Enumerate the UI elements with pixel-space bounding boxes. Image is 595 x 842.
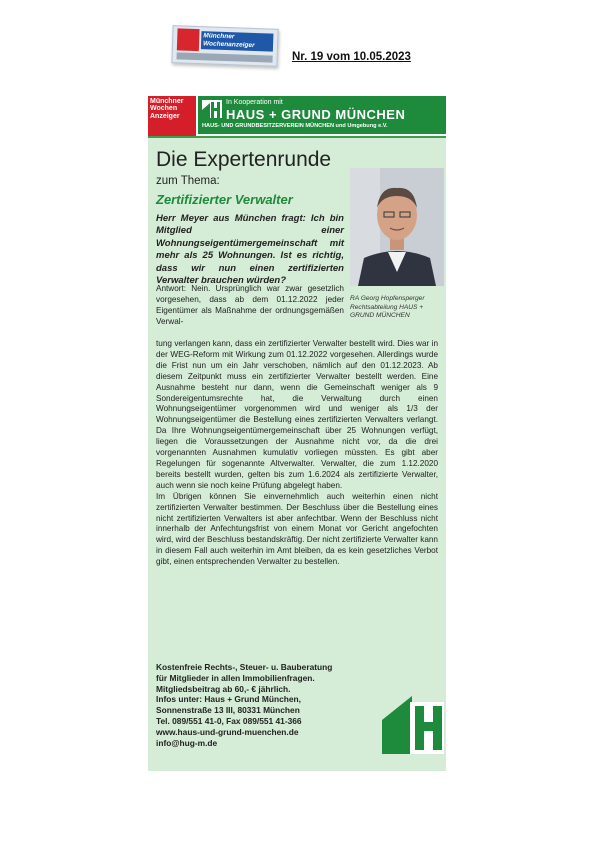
info-line: für Mitglieder in allen Immobilienfragen.: [156, 672, 315, 683]
article-box: [148, 96, 446, 771]
newspaper-logo-red-block: [177, 28, 200, 51]
info-line: Sonnenstraße 13 III, 80331 München: [156, 705, 300, 716]
cooperation-label: In Kooperation mit: [226, 99, 283, 106]
newspaper-logo-stripe: [177, 52, 273, 62]
issue-number: Nr. 19 vom 10.05.2023: [292, 51, 411, 63]
article-title: Die Expertenrunde: [156, 148, 332, 171]
contact-info: [156, 662, 356, 748]
reader-question: Herr Meyer aus München fragt: Ich bin Mitglied einer Wohnungseigentümergemeinschaft mit mehr als 25 Wohnungen. Ist es richtig, dass wir nun einen zertifizierten Verwalter brauchen würden?: [156, 213, 344, 287]
expert-photo: [350, 168, 444, 286]
email-link[interactable]: info@hug-m.de: [156, 737, 218, 748]
org-subtitle: HAUS- UND GRUNDBESITZERVEREIN MÜNCHEN und Umgebung e.V.: [202, 123, 388, 129]
info-line: Kostenfreie Rechts-, Steuer- u. Bauberatung: [156, 662, 333, 672]
newspaper-logo: [171, 25, 278, 67]
haus-grund-icon: [202, 100, 222, 118]
newspaper-logo-title: Münchner Wochenanzeiger: [201, 31, 274, 52]
haus-grund-banner: [198, 96, 446, 134]
topic: Zertifizierter Verwalter: [156, 192, 293, 207]
mwa-logo: [148, 96, 196, 136]
photo-caption: RA Georg Hopfensperger Rechtsabteilung HAUS + GRUND MÜNCHEN: [350, 295, 425, 320]
mwa-logo-text: Münchner Wochen Anzeiger: [150, 98, 184, 120]
info-line: Tel. 089/551 41-0, Fax 089/551 41-366: [156, 715, 302, 726]
org-name: HAUS + GRUND MÜNCHEN: [226, 107, 406, 122]
answer-paragraph-2: Im Übrigen können Sie einvernehmlich auch weiterhin einen nicht zertifizierten Verwalter bestimmen. Der Beschluss über die Bestellung eines nicht zertifizierten Verwalters ist aber anfechtbar. Wenn der Beschluss nicht innerhalb der Anfechtungsfrist von einem Monat vor Gericht angefochten wird, wird der Beschluss bestandskräftig. Der nicht zertifizierte Verwalter kann in diesem Fall auch weiterhin im Amt bleiben, da es kein gesetzliches Verbot gibt, einen entsprechenden Verwalter zu bestellen.: [156, 491, 438, 567]
partner-banner: [148, 96, 446, 138]
haus-grund-logo: [382, 692, 444, 754]
info-line: Infos unter: Haus + Grund München,: [156, 694, 301, 705]
topic-label: zum Thema:: [156, 175, 220, 187]
answer-paragraph-1: tung verlangen kann, dass ein zertifizierter Verwalter bestellt wird. Dies war in der WEG-Reform mit Wirkung zum 01.12.2022 vorgesehen. Allerdings wurde die Frist nun um ein Jahr verschoben, nämlich auf den 01.12.2023. Ab diesem Zeitpunkt muss ein zertifizierter Verwalter bestellt werden. Eine Ausnahme besteht nur dann, wenn die Gemeinschaft weniger als 9 Sondereigentumsrechte hat, die Verwaltung durch einen Wohnungseigentümer vorgenommen wird und weniger als 1/3 der Wohnungseigentümer die Bestellung eines zertifizierten Verwalters verlangt. Da Ihre Wohnungseigentümergemeinschaft über 25 Wohnungen verfügt, liegen die Voraussetzungen der Ausnahme nicht vor, da die drei vorgenannten Ausnahmen kumulativ vorliegen müssten. Es gibt aber Regelungen für sogenannte Altverwalter. Verwalter, die zum 1.12.2020 bereits bestellt wurden, gelten bis zum 1.6.2024 als zertifizierte Verwalter, auch wenn sie noch keine Prüfung abgelegt haben.: [156, 339, 438, 490]
answer-body: [156, 339, 438, 568]
website-link[interactable]: www.haus-und-grund-muenchen.de: [156, 726, 299, 737]
answer-intro: Antwort: Nein. Ursprünglich war zwar gesetzlich vorgesehen, dass ab dem 01.12.2022 jeder Eigentümer als Maßnahme der ordnungsgemäßen Verwal-: [156, 284, 344, 326]
info-line: Mitgliedsbeitrag ab 60,- € jährlich.: [156, 683, 291, 694]
